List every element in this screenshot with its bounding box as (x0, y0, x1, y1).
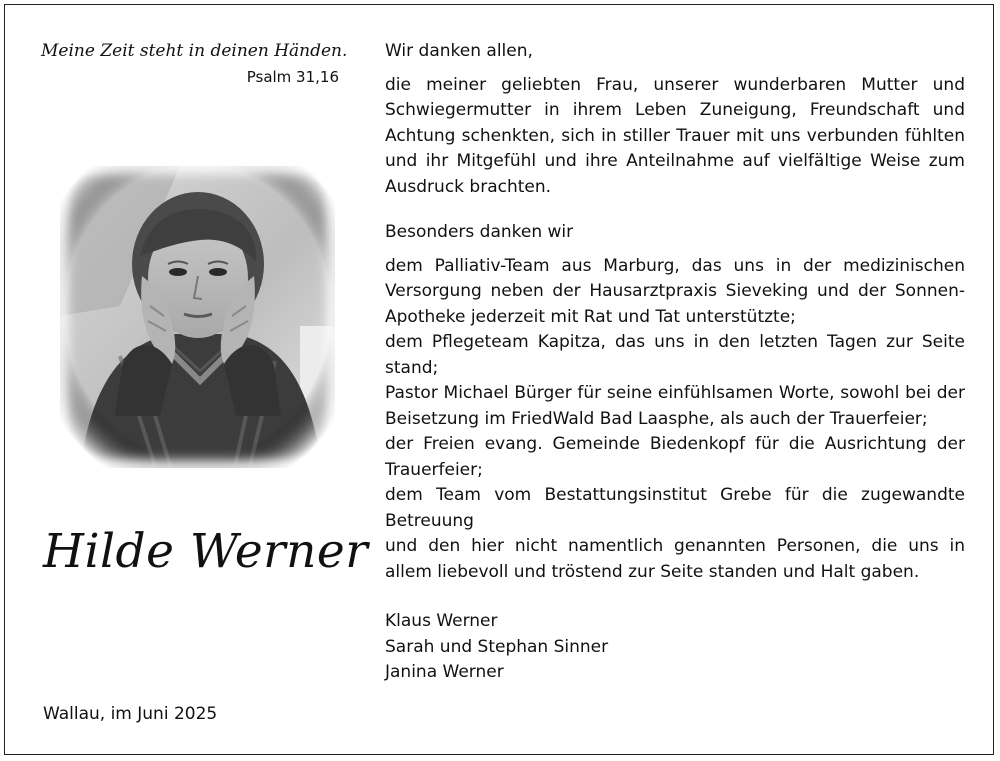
thanks-item: dem Palliativ-Team aus Marburg, das uns in der medizinischen Versorgung neben der Hausarztpraxis Sieveking und der Sonnen-Apotheke jederzeit mit Rat und Tat unterstützte; (385, 255, 965, 327)
thanks-text (385, 39, 965, 686)
thanks-item: dem Pflegeteam Kapitza, das uns in den letzten Tagen zur Seite stand; (385, 332, 965, 378)
motto-line: Meine Zeit steht in deinen Händen. (41, 41, 348, 61)
signature-name: Sarah und Stephan Sinner (385, 636, 609, 657)
psalm-reference: Psalm 31,16 (246, 68, 339, 86)
place-and-date: Wallau, im Juni 2025 (43, 704, 218, 724)
thanks-item: und den hier nicht namentlich genannten Personen, die uns in allem liebevoll und tröstend zur Seite standen und Halt gaben. (385, 536, 965, 582)
thanks-intro: Besonders danken wir (385, 222, 574, 242)
thanks-item: dem Team vom Bestattungsinstitut Grebe für die zugewandte Betreuung (385, 485, 965, 531)
thanks-item: der Freien evang. Gemeinde Biedenkopf für die Ausrichtung der Trauerfeier; (385, 434, 965, 480)
left-column (5, 5, 369, 754)
signature-name: Klaus Werner (385, 611, 498, 631)
portrait-photo (60, 166, 335, 468)
thanks-paragraph: die meiner geliebten Frau, unserer wunderbaren Mutter und Schwiegermutter in ihrem Leben Zuneigung, Freundschaft und Achtung schenkten, sich in stiller Trauer mit uns verbunden fühlten und ihr Mitgefühl und ihre Anteilnahme auf vielfältige Weise zum Ausdruck brachten. (385, 74, 965, 197)
signature-name: Janina Werner (385, 662, 504, 682)
deceased-name: Hilde Werner (43, 524, 369, 579)
thanks-opening: Wir danken allen, (385, 41, 533, 61)
thanks-item: Pastor Michael Bürger für seine einfühlsamen Worte, sowohl bei der Beisetzung im FriedWald Bad Laasphe, als auch der Trauerfeier; (385, 383, 965, 429)
portrait-photo-icon (60, 166, 335, 468)
obituary-notice (4, 4, 994, 755)
